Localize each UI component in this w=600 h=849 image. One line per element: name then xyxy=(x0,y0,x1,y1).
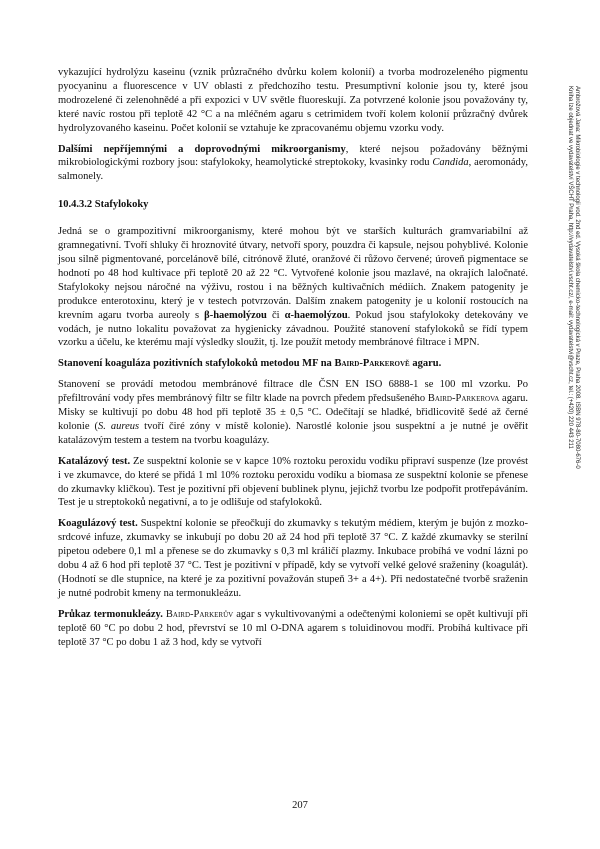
paragraph-coagulase-test xyxy=(58,517,528,600)
bold-lead: Průkaz termonukleázy. xyxy=(58,608,163,620)
bold-lead: Dalšími nepříjemnými a doprovodnými mikroorganismy xyxy=(58,143,346,155)
text-run: Ze suspektní kolonie se v kapce 10% roztoku peroxidu vodíku připraví suspenze (lze provést i ve zkumavce, do které se přidá 1 ml 10% roztoku peroxidu vodíku a biomasa ze suspektní kolonie se přenese do zkumavky kličkou). Test je pozitivní při objevení bublinek plynu, jejichž tvorbu lze podpořit protřepáváním. Test je u streptokoků negativní, a to je odlišuje od stafylokoků. xyxy=(58,455,528,509)
page-number: 207 xyxy=(292,800,308,811)
text-run: , které nejsou požadovány běžnými mikrobiologickými rozbory jsou: stafylokoky, heamolytické streptokoky, kvasinky rodu xyxy=(58,143,528,169)
text-run: agaru. xyxy=(409,358,442,370)
paragraph-thermonuclease xyxy=(58,608,528,650)
italic-genus: Candida xyxy=(432,157,469,169)
vertical-margin-note xyxy=(566,86,580,696)
text-run: . Pokud jsou stafylokoky detekovány ve vodách, je nutno lokalitu považovat za hygienicky závadnou. Použité stanovení stafylokoků se řídí typem vzorku a účelu, ke kterému mají výsledky sloužit, tj. lze použít metody membránové filtrace i MPN. xyxy=(58,309,528,349)
italic-species: S. aureus xyxy=(98,420,140,432)
paragraph-other-microorganisms xyxy=(58,143,528,185)
bold-lead: Koagulázový test. xyxy=(58,518,138,530)
subheading-coagulase-method xyxy=(58,357,528,371)
text-run: , aeromonády, salmonely. xyxy=(58,157,528,183)
text-run: tvoří čiré zóny v místě kolonie). Narostlé kolonie jsou suspektní a je nutné je ověřit katalázovým testem a testem na tvorbu koagulázy. xyxy=(58,420,529,446)
small-caps-name: Baird-Parkerův xyxy=(162,608,234,620)
text-run: agaru. Misky se kultivují po dobu 48 hod při teplotě 35 ± 0,5 °C. Odečítají se hladké, břidlicovitě šedé až černé kolonie ( xyxy=(58,393,528,432)
text-run: Stanovení se provádí metodou membránové filtrace dle ČSN EN ISO 6888-1 se 100 ml vzorku. Po přefiltrování vody přes membránový filtr se filtr klade na povrch předem předsušeného xyxy=(58,379,528,405)
alpha-haemolysis-term: α-haemolýzou xyxy=(284,309,348,321)
main-text-column xyxy=(58,66,528,657)
margin-note-line-2: Kniha lze objednat ve vydavatelství VŠCHT Praha, http://vydavatelstvi.vscht.cz/, e-mail: vydavatelstvi@vscht.cz, tel.: (+420) 220 443 211 xyxy=(567,86,573,449)
small-caps-name: Baird-Parkerova xyxy=(427,393,500,405)
text-run: agar s vykultivovanými a odečtenými koloniemi se opět kultivují při teplotě 60 °C po dobu 2 hod, převrství se 10 ml O-DNA agarem s toluidinovou modří. Probíhá kultivace při teplotě 37 °C po dobu 1 až 3 hod, kdy se vytvoří xyxy=(58,608,528,648)
margin-note-line-1: Ambrožová Jana: Mikrobiologie v technologii vod. 2nd ed. Vysoká škola chemicko-technologická v Praze, Praha 2008. ISBN 978-80-7080-676-0 xyxy=(574,86,580,469)
paragraph-membrane-filtration xyxy=(58,378,528,448)
beta-haemolysis-term: β-haemolýzou xyxy=(204,309,267,321)
bold-lead: Katalázový test. xyxy=(58,455,131,467)
margin-note-text xyxy=(566,86,580,696)
small-caps-name: Baird-Parkerově xyxy=(334,358,410,370)
paragraph-staphylococci-description xyxy=(58,225,528,350)
text-run: Jedná se o grampozitivní mikroorganismy, které mohou být ve starších kulturách gramvariabilní až gramnegativní. Tvoří shluky či hroznovité útvary, netvoří spory, pouzdra či kapsule, nejsou pohyblivé. Kolonie jsou silně pigmentované, porcelánově bílé, citrónově žluté, oranžové či růžovo červené; úroveň pigmentace se hodnotí po 48 hod kultivace při teplotě 20 až 22 °C. Vytvořené kolonie jsou mazlavé, na okrajích laločnaté. Stafylokoky nejsou náročné na výživu, rostou i na běžných kultivačních médiích. Znakem patogenity je produkce enterotoxinu, který je v testech potvrzován. Dalším znakem patogenity je u kolonií rostoucích na krevním agaru tvorba aureoly s xyxy=(58,226,528,321)
paragraph-catalase-test xyxy=(58,455,528,511)
section-heading-stafylokoky: 10.4.3.2 Stafylokoky xyxy=(58,199,149,211)
paragraph-pseudomonas-confirmation: vykazující hydrolýzu kaseinu (vznik průzračného dvůrku kolem kolonií) a tvorba modrozeleného pigmentu pyocyaninu a fluorescence v UV oblasti z předchozího testu. Presumptivní kolonie jsou ty, které jsou modrozelené či zelenohnědé a při expozici v UV světle fluoreskují. Za potvrzené kolonie jsou považovány ty, které navíc rostou při teplotě 42 °C a na mléčném agaru s cetrimidem tvoří kolem kolonií průzračný dvůrek hydrolyzovaného kaseinu. Počet kolonií se vztahuje ke zpracovanému objemu vzorku vody. xyxy=(58,67,528,134)
text-run: Suspektní kolonie se přeočkují do zkumavky s tekutým médiem, kterým je bujón z mozko-srdcové infuze, zkumavky se inkubují po dobu 20 až 24 hod při teplotě 37 °C. Z každé zkumavky se sterilní pipetou odebere 0,1 ml a přenese se do zkumavky s 0,3 ml králičí plazmy. Inkubace probíhá ve vodní lázni po dobu 4 až 6 hod při teplotě 37 °C. Test je pozitivní v případě, kdy se vytvoří velké gelové sraženiny (koagulát). (Hodnotí se dle stupnice, na které je za pozitivní považován stupeň 3+ a 4+). Při nedostatečné tvorbě sraženin je nutné podrobit kmeny na termonukleázu. xyxy=(58,518,529,599)
text-run: či xyxy=(266,309,285,321)
text-run: Stanovení koaguláza pozitivních stafylokoků metodou MF na xyxy=(58,358,335,370)
